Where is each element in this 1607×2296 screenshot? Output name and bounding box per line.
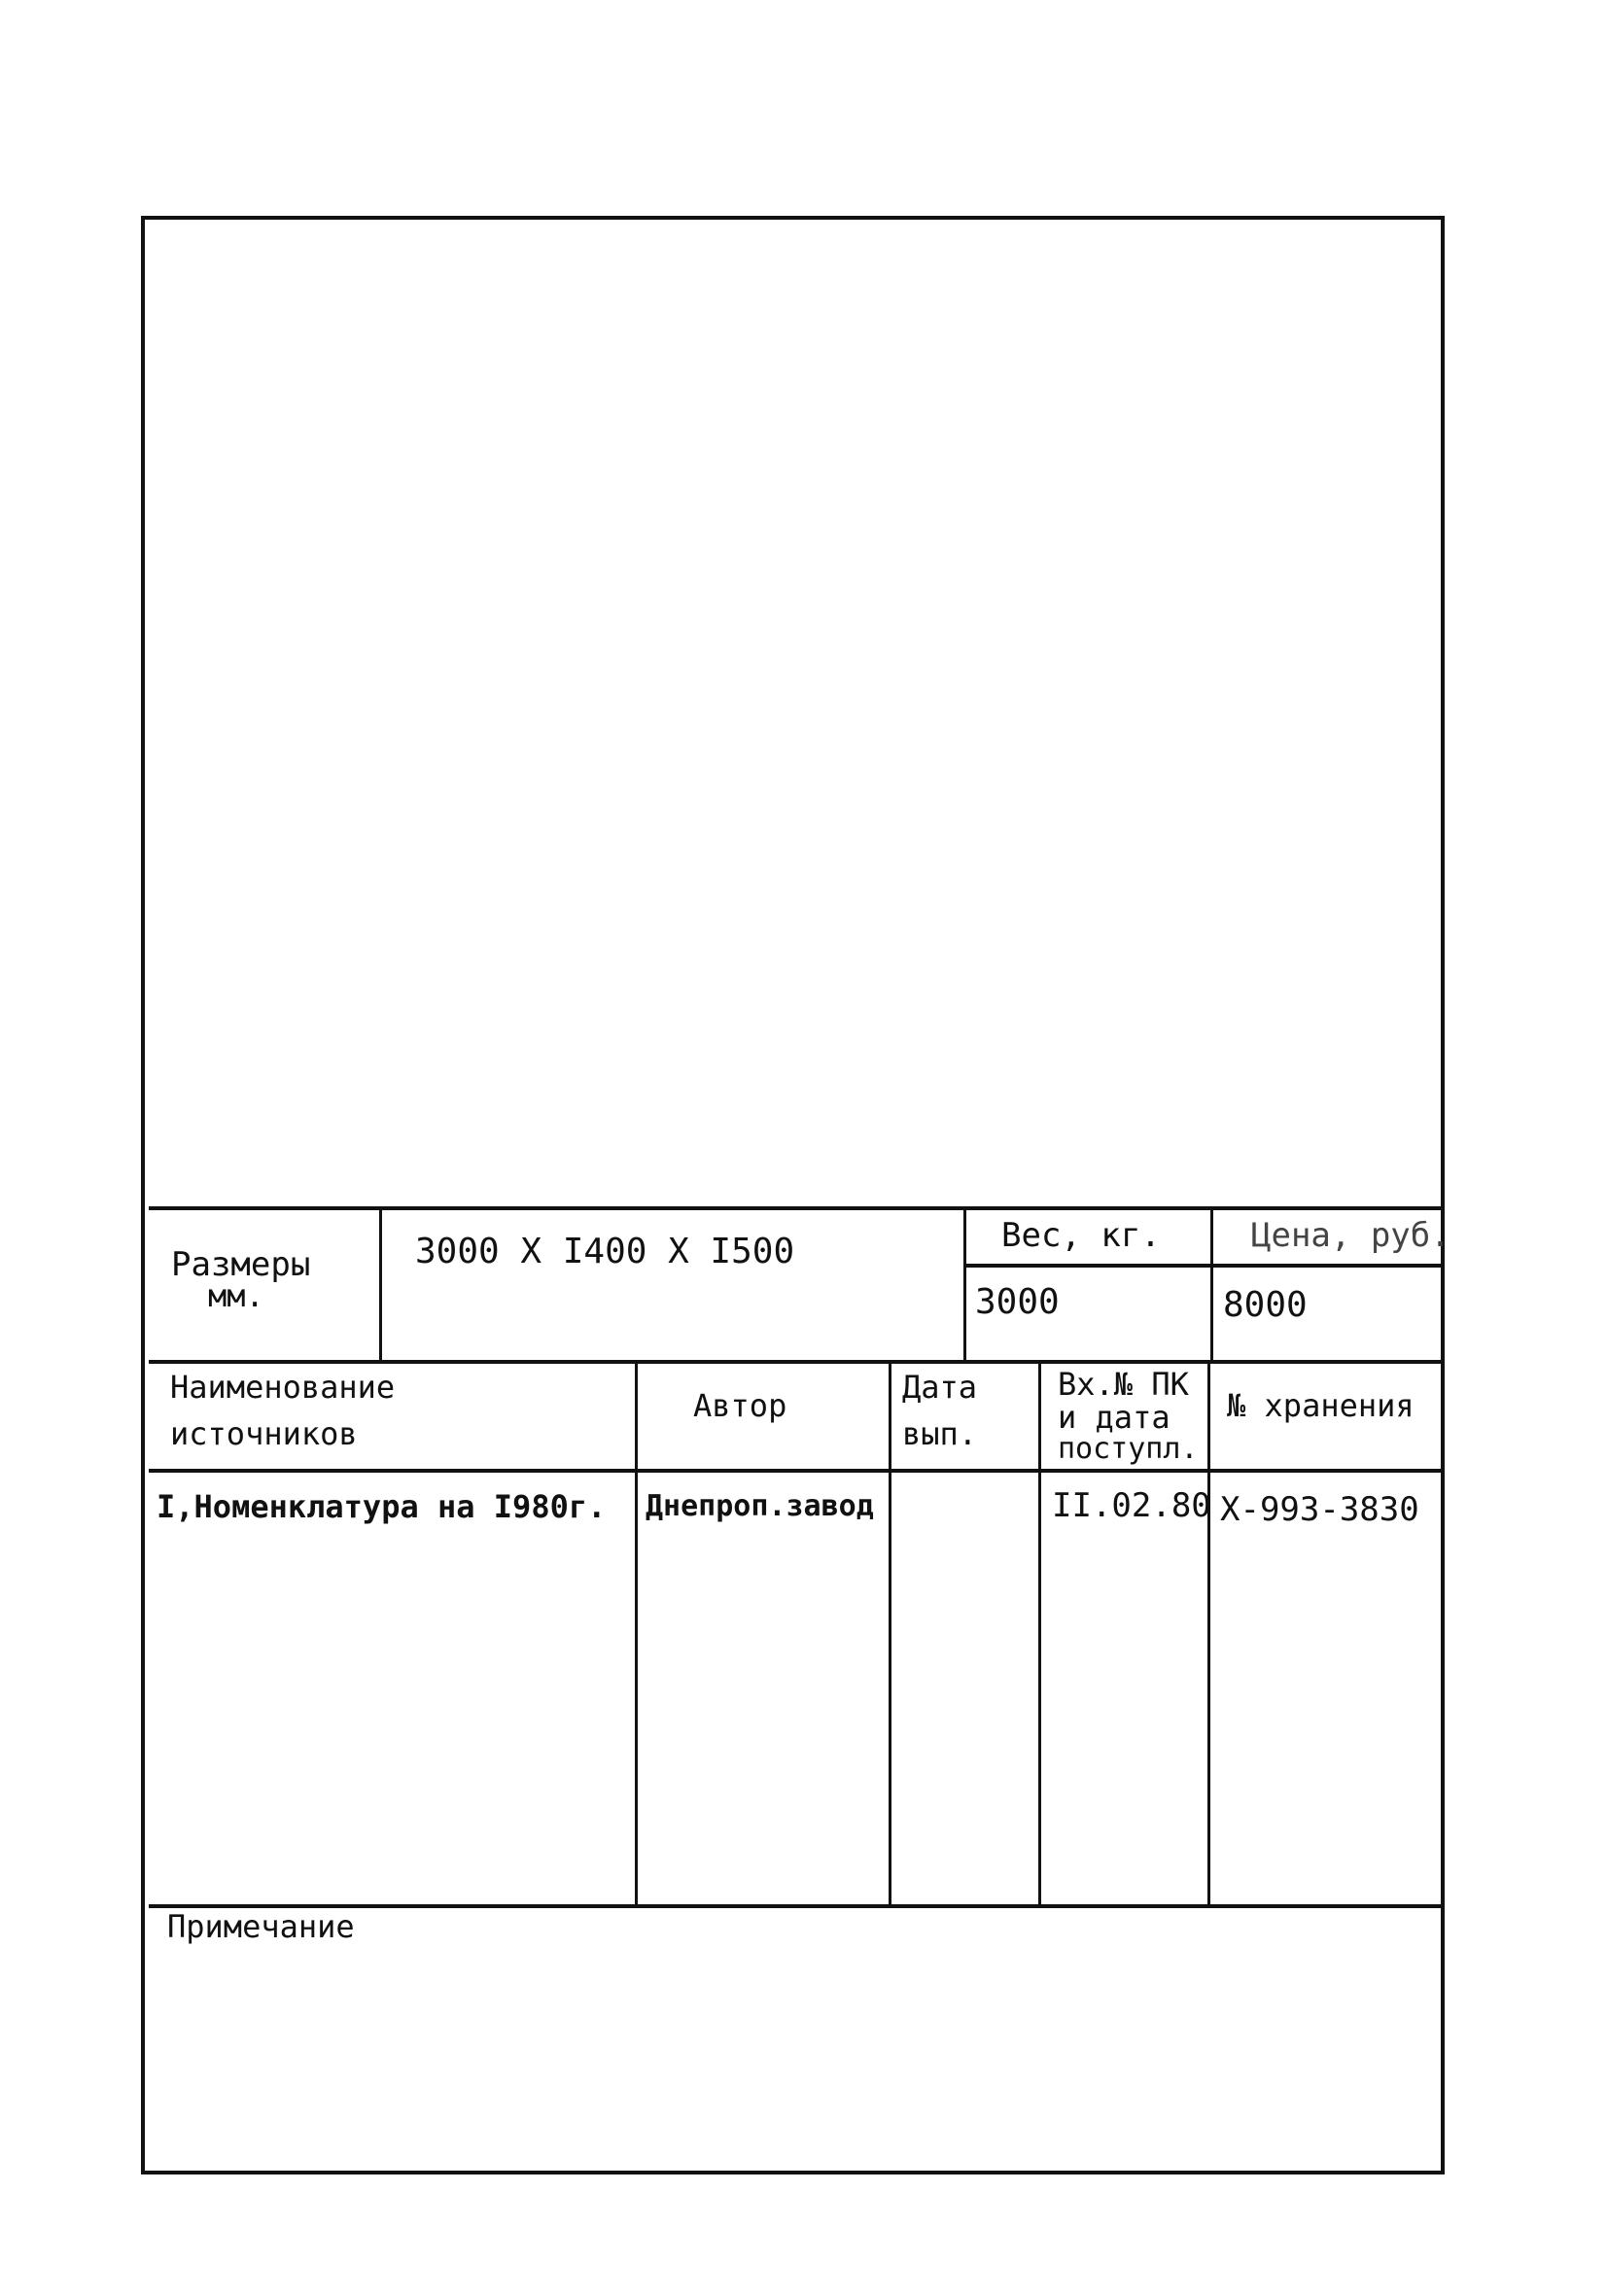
note-label: Примечание xyxy=(167,1908,355,1945)
source-row-storage: Х-993-3830 xyxy=(1220,1490,1419,1529)
header-incoming-line2: и дата xyxy=(1058,1399,1170,1436)
price-label: Цена, руб. xyxy=(1251,1216,1450,1255)
divider-author-date xyxy=(889,1360,891,1904)
divider-name-author xyxy=(635,1360,638,1904)
divider-sources-header-top xyxy=(149,1360,1445,1364)
divider-date-incoming xyxy=(1038,1360,1041,1904)
dimensions-value: 3000 X I400 X I500 xyxy=(415,1232,795,1271)
header-author: Автор xyxy=(693,1387,787,1424)
price-value: 8000 xyxy=(1223,1285,1308,1325)
divider-weight-price-col xyxy=(1210,1206,1213,1360)
divider-dimensions-label xyxy=(379,1206,382,1360)
divider-dimensions-top xyxy=(149,1206,1445,1210)
divider-incoming-storage xyxy=(1207,1360,1210,1904)
header-date-line1: Дата xyxy=(902,1369,978,1406)
header-storage: № хранения xyxy=(1227,1387,1415,1424)
header-incoming-line3: поступл. xyxy=(1058,1432,1199,1466)
divider-sources-header-bottom xyxy=(149,1469,1445,1473)
weight-label: Вес, кг. xyxy=(1001,1216,1161,1255)
source-row-name: I,Номенклатура на I980г. xyxy=(157,1488,607,1525)
header-name-line2: источников xyxy=(170,1415,358,1452)
catalog-card xyxy=(141,216,1445,2174)
dimensions-label-line1: Размеры xyxy=(171,1245,311,1284)
divider-dimensions-weight xyxy=(963,1206,966,1360)
dimensions-label-line2: мм. xyxy=(208,1277,264,1314)
source-row-author: Днепроп.завод xyxy=(646,1489,874,1523)
header-date-line2: вып. xyxy=(902,1415,978,1452)
header-incoming-line1: Вх.№ ПК xyxy=(1058,1366,1189,1403)
divider-weight-price xyxy=(963,1264,1445,1268)
header-name-line1: Наименование xyxy=(170,1369,396,1406)
weight-value: 3000 xyxy=(975,1282,1060,1322)
source-row-incoming: II.02.80 xyxy=(1052,1486,1211,1525)
